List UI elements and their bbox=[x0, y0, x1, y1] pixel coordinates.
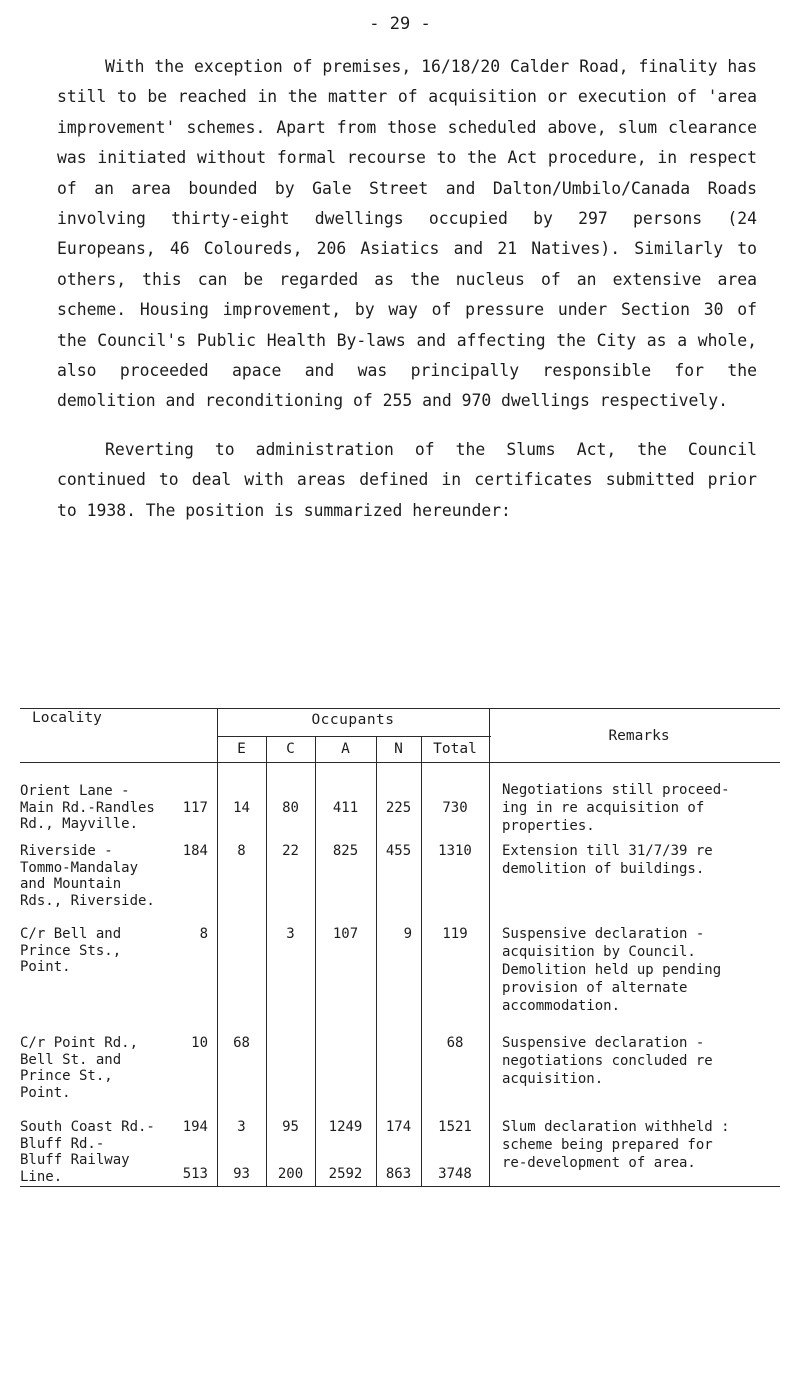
total-e: 93 bbox=[233, 1166, 250, 1182]
row-5-n: 174 bbox=[385, 1119, 412, 1135]
row-3-locality: C/r Bell and Prince Sts., Point. bbox=[20, 926, 122, 975]
row-3-dwellings: 8 bbox=[199, 926, 208, 942]
row-4-locality: C/r Point Rd., Bell St. and Prince St., Point. bbox=[20, 1035, 139, 1101]
row-5-locality: South Coast Rd.- Bluff Rd.- Bluff Railway Line. bbox=[20, 1119, 155, 1185]
subheader-rule bbox=[217, 736, 491, 737]
row-1-remarks: Negotiations still proceed- ing in re acquisition of properties. bbox=[502, 782, 730, 834]
row-1-locality: Orient Lane - Main Rd.-Randles Rd., Mayville. bbox=[20, 783, 155, 832]
header-occupants: Occupants bbox=[311, 712, 395, 728]
row-3-remarks: Suspensive declaration - acquisition by Council. Demolition held up pending provision of alternate accommodation. bbox=[502, 926, 722, 1014]
remark-line: re-development of area. bbox=[502, 1155, 696, 1171]
row-2-dwellings: 184 bbox=[182, 843, 208, 859]
row-1-n: 225 bbox=[385, 800, 412, 816]
total-total: 3748 bbox=[438, 1166, 472, 1182]
remark-line: scheme being prepared for bbox=[502, 1137, 713, 1153]
row-2-a: 825 bbox=[332, 843, 359, 859]
body-text bbox=[57, 52, 757, 526]
header-n: N bbox=[394, 741, 403, 757]
row-2-e: 8 bbox=[237, 843, 246, 859]
header-remarks: Remarks bbox=[608, 728, 670, 744]
row-3-c: 3 bbox=[286, 926, 295, 942]
total-n: 863 bbox=[385, 1166, 412, 1182]
header-total: Total bbox=[433, 741, 477, 757]
remark-line: Slum declaration withheld : bbox=[502, 1119, 730, 1135]
row-1-a: 411 bbox=[332, 800, 359, 816]
header-bottom-rule bbox=[20, 762, 780, 763]
row-1-e: 14 bbox=[233, 800, 250, 816]
col-rule-occupants-left bbox=[217, 708, 218, 1186]
header-a: A bbox=[341, 741, 350, 757]
page-number: - 29 - bbox=[369, 14, 431, 34]
row-5-e: 3 bbox=[237, 1119, 246, 1135]
header-c: C bbox=[286, 741, 295, 757]
row-4-total: 68 bbox=[446, 1035, 464, 1051]
row-4-dwellings: 10 bbox=[191, 1035, 208, 1051]
row-3-total: 119 bbox=[442, 926, 468, 942]
row-5-a: 1249 bbox=[328, 1119, 363, 1135]
col-rule-remarks-left bbox=[489, 708, 490, 1186]
row-2-total: 1310 bbox=[438, 843, 472, 859]
table-top-rule bbox=[20, 708, 780, 709]
row-2-c: 22 bbox=[282, 843, 299, 859]
header-e: E bbox=[237, 741, 246, 757]
row-5-dwellings: 194 bbox=[182, 1119, 208, 1135]
row-5-total: 1521 bbox=[438, 1119, 472, 1135]
total-dwellings: 513 bbox=[182, 1166, 208, 1182]
row-2-n: 455 bbox=[385, 843, 412, 859]
row-2-locality: Riverside - Tommo-Mandalay and Mountain Rds., Riverside. bbox=[20, 843, 155, 909]
row-3-n: 9 bbox=[403, 926, 412, 942]
total-a: 2592 bbox=[328, 1166, 363, 1182]
row-1-dwellings: 117 bbox=[182, 800, 208, 816]
row-1-total: 730 bbox=[442, 800, 468, 816]
total-c: 200 bbox=[277, 1166, 304, 1182]
row-5-c: 95 bbox=[282, 1119, 299, 1135]
row-4-remarks: Suspensive declaration - negotiations concluded re acquisition. bbox=[502, 1035, 713, 1087]
paragraph-2: Reverting to administration of the Slums Act, the Council continued to deal with areas defined in certificates submitted prior to 1938. The position is summarized hereunder: bbox=[57, 439, 757, 520]
paragraph-1: With the exception of premises, 16/18/20 Calder Road, finality has still to be reached in the matter of acquisition or execution of 'area improvement' schemes. Apart from those scheduled above, slum clearance was initiated without formal recourse to the Act procedure, in respect of an area bounded by Gale Street and Dalton/Umbilo/Canada Roads involving thirty-eight dwellings occupied by 297 persons (24 Europeans, 46 Coloureds, 206 Asiatics and 21 Natives). Similarly to others, this can be regarded as the nucleus of an extensive area scheme. Housing improvement, by way of pressure under Section 30 of the Council's Public Health By-laws and affecting the City as a whole, also proceeded apace and was principally responsible for the demolition and reconditioning of 255 and 970 dwellings respectively. bbox=[57, 57, 757, 411]
table-bottom-rule bbox=[20, 1186, 780, 1187]
row-5-remarks bbox=[502, 1118, 792, 1172]
row-3-a: 107 bbox=[332, 926, 359, 942]
header-locality: Locality bbox=[32, 710, 102, 726]
row-4-e: 68 bbox=[233, 1035, 250, 1051]
row-1-c: 80 bbox=[282, 800, 299, 816]
row-2-remarks: Extension till 31/7/39 re demolition of buildings. bbox=[502, 843, 713, 877]
